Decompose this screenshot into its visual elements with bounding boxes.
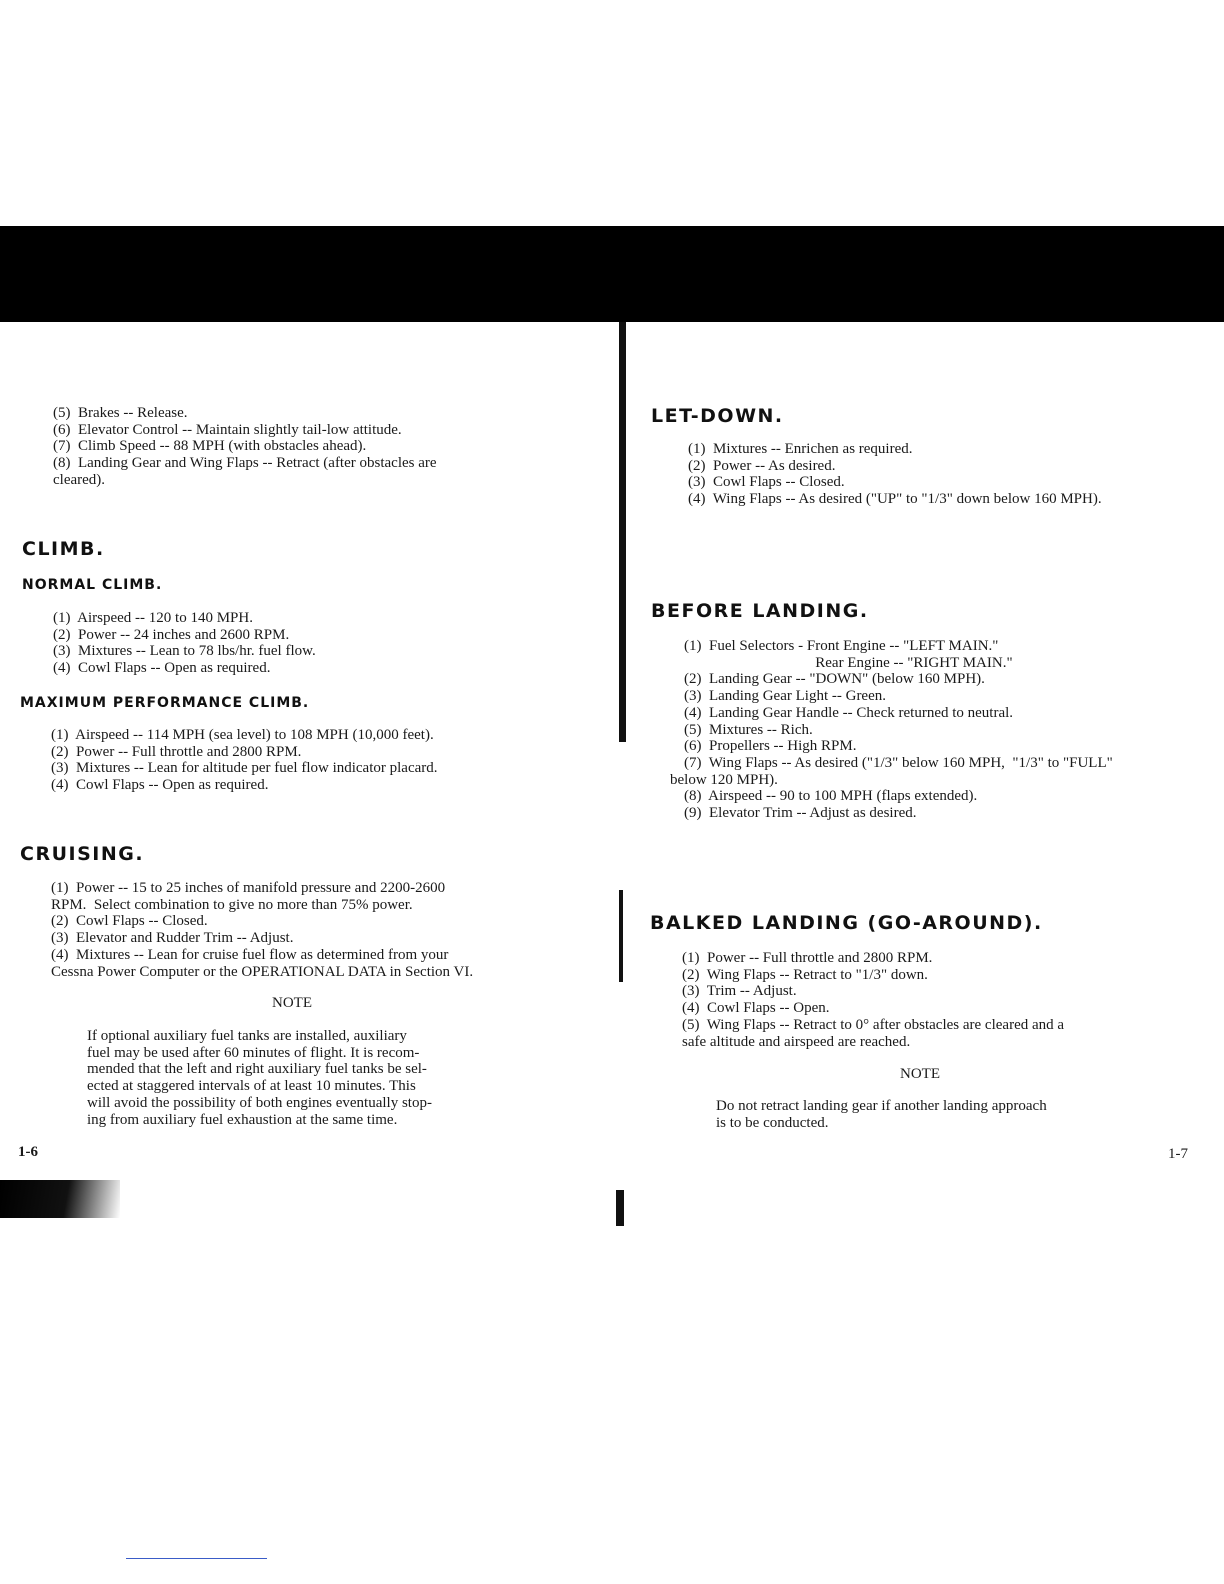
list-item: (4) Landing Gear Handle -- Check returned to neutral. <box>684 704 1014 721</box>
note-line: ected at staggered intervals of at least 10 minutes. This <box>87 1078 416 1095</box>
subsection-title-maximum-performance-climb: MAXIMUM PERFORMANCE CLIMB. <box>20 695 310 711</box>
note-line: is to be conducted. <box>716 1114 829 1131</box>
scan-black-band <box>0 226 1224 322</box>
list-item: (4) Mixtures -- Lean for cruise fuel flow as determined from your <box>51 946 449 963</box>
list-item: (3) Mixtures -- Lean to 78 lbs/hr. fuel flow. <box>53 643 316 660</box>
list-item: (2) Wing Flaps -- Retract to "1/3" down. <box>682 966 928 983</box>
note-line: Do not retract landing gear if another landing approach <box>716 1098 1047 1114</box>
subsection-title-normal-climb: NORMAL CLIMB. <box>22 577 163 593</box>
scan-smudge <box>0 1180 120 1218</box>
normal-climb-list <box>53 610 593 677</box>
list-item: (5) Wing Flaps -- Retract to 0° after obstacles are cleared and a <box>682 1016 1065 1033</box>
note-body <box>716 1098 1186 1131</box>
scan-line <box>126 1558 267 1559</box>
list-item: (4) Cowl Flaps -- Open as required. <box>51 777 269 794</box>
section-title-cruising: CRUISING. <box>20 843 145 865</box>
list-item: (8) Airspeed -- 90 to 100 MPH (flaps extended). <box>684 788 978 805</box>
list-item: (1) Fuel Selectors - Front Engine -- "LEFT MAIN." <box>684 638 999 654</box>
let-down-list <box>688 441 1208 508</box>
list-item: (1) Airspeed -- 114 MPH (sea level) to 108 MPH (10,000 feet). <box>51 727 434 743</box>
note-line: mended that the left and right auxiliary fuel tanks be sel- <box>87 1061 427 1078</box>
list-item: (3) Elevator and Rudder Trim -- Adjust. <box>51 930 294 947</box>
list-item: (5) Mixtures -- Rich. <box>684 721 813 738</box>
maximum-climb-list <box>51 727 611 794</box>
list-item: (6) Elevator Control -- Maintain slightly tail-low attitude. <box>53 421 402 438</box>
list-item: (3) Mixtures -- Lean for altitude per fuel flow indicator placard. <box>51 760 438 777</box>
binding-shadow <box>616 1190 624 1226</box>
section-title-balked-landing: BALKED LANDING (GO-AROUND). <box>650 912 1043 934</box>
note-line: ing from auxiliary fuel exhaustion at the same time. <box>87 1111 398 1128</box>
list-item: (1) Power -- 15 to 25 inches of manifold pressure and 2200-2600 <box>51 880 446 896</box>
note-line: If optional auxiliary fuel tanks are installed, auxiliary <box>87 1028 407 1044</box>
balked-landing-list <box>682 950 1212 1050</box>
list-item: (2) Cowl Flaps -- Closed. <box>51 913 208 930</box>
list-item: (7) Climb Speed -- 88 MPH (with obstacles ahead). <box>53 438 367 455</box>
note-line: fuel may be used after 60 minutes of flight. It is recom- <box>87 1044 420 1061</box>
list-item: (2) Landing Gear -- "DOWN" (below 160 MPH). <box>684 671 985 688</box>
list-item: (8) Landing Gear and Wing Flaps -- Retract (after obstacles are <box>53 455 437 472</box>
list-item: RPM. Select combination to give no more than 75% power. <box>51 896 413 913</box>
section-title-climb: CLIMB. <box>22 538 105 560</box>
list-item: (3) Trim -- Adjust. <box>682 983 797 1000</box>
page-number-left: 1-6 <box>18 1144 38 1160</box>
section-title-before-landing: BEFORE LANDING. <box>651 600 869 622</box>
list-item: (3) Landing Gear Light -- Green. <box>684 688 887 705</box>
note-title: NOTE <box>900 1066 940 1082</box>
list-item: (1) Airspeed -- 120 to 140 MPH. <box>53 610 253 626</box>
list-item: safe altitude and airspeed are reached. <box>682 1033 911 1050</box>
cruising-list <box>51 880 611 980</box>
list-item: Rear Engine -- "RIGHT MAIN." <box>684 654 1013 671</box>
list-item: (2) Power -- 24 inches and 2600 RPM. <box>53 626 290 643</box>
list-item: (4) Wing Flaps -- As desired ("UP" to "1/3" down below 160 MPH). <box>688 491 1102 508</box>
list-item: Cessna Power Computer or the OPERATIONAL DATA in Section VI. <box>51 963 474 980</box>
list-item: (2) Power -- As desired. <box>688 457 836 474</box>
takeoff-continued-list <box>53 405 593 489</box>
list-item: (1) Power -- Full throttle and 2800 RPM. <box>682 950 933 966</box>
list-item: below 120 MPH). <box>670 771 778 788</box>
list-item: (3) Cowl Flaps -- Closed. <box>688 474 845 491</box>
list-item: (4) Cowl Flaps -- Open as required. <box>53 660 271 677</box>
list-item: (5) Brakes -- Release. <box>53 405 188 421</box>
section-title-let-down: LET-DOWN. <box>651 405 784 427</box>
note-body <box>87 1028 557 1128</box>
note-line: will avoid the possibility of both engines eventually stop- <box>87 1094 432 1111</box>
list-item: (6) Propellers -- High RPM. <box>684 738 857 755</box>
note-title: NOTE <box>272 995 312 1011</box>
binding-shadow <box>619 890 623 982</box>
list-item: (4) Cowl Flaps -- Open. <box>682 1000 830 1017</box>
page-number-right: 1-7 <box>1168 1146 1188 1162</box>
list-item: (1) Mixtures -- Enrichen as required. <box>688 441 913 457</box>
list-item: cleared). <box>53 471 106 488</box>
before-landing-list <box>670 638 1214 822</box>
binding-shadow <box>619 322 626 742</box>
list-item: (2) Power -- Full throttle and 2800 RPM. <box>51 743 302 760</box>
list-item: (9) Elevator Trim -- Adjust as desired. <box>684 805 917 822</box>
list-item: (7) Wing Flaps -- As desired ("1/3" below 160 MPH, "1/3" to "FULL" <box>684 754 1113 771</box>
